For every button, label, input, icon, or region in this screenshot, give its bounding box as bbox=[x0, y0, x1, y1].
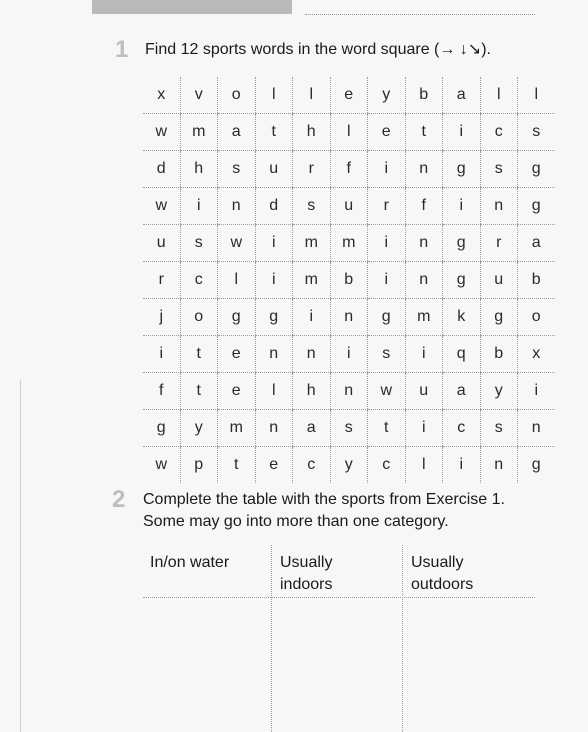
word-square-cell: e bbox=[368, 114, 406, 151]
word-square-cell: b bbox=[405, 77, 443, 114]
word-square-cell: m bbox=[293, 225, 331, 262]
word-square-cell: u bbox=[405, 373, 443, 410]
exercise-2-instruction-line2: Some may go into more than one category. bbox=[143, 513, 449, 530]
word-square-row bbox=[143, 225, 555, 262]
header-underline bbox=[143, 597, 535, 598]
word-square-cell: x bbox=[518, 336, 555, 373]
word-square-cell: f bbox=[143, 373, 180, 410]
word-square-cell: i bbox=[368, 262, 406, 299]
word-square-cell: c bbox=[180, 262, 218, 299]
category-table bbox=[143, 545, 535, 732]
word-square-cell: i bbox=[443, 188, 481, 225]
word-square-cell: g bbox=[443, 225, 481, 262]
word-square-cell: t bbox=[368, 410, 406, 447]
word-square-cell: n bbox=[255, 410, 293, 447]
margin-rule bbox=[20, 380, 21, 732]
word-square-cell: d bbox=[143, 151, 180, 188]
word-square-cell: g bbox=[255, 299, 293, 336]
word-square-cell: n bbox=[518, 410, 555, 447]
word-square-cell: g bbox=[518, 188, 555, 225]
word-square-cell: o bbox=[180, 299, 218, 336]
word-square-cell: v bbox=[180, 77, 218, 114]
word-square-cell: n bbox=[405, 262, 443, 299]
word-square-cell: w bbox=[155, 456, 168, 473]
word-square-cell: i bbox=[405, 410, 443, 447]
column-header-usually-outdoors-line1: Usually bbox=[411, 554, 464, 571]
word-square-cell: i bbox=[443, 447, 481, 484]
word-square-cell: o bbox=[218, 77, 256, 114]
word-square-cell: u bbox=[255, 151, 293, 188]
word-square-cell: s bbox=[218, 151, 256, 188]
word-square-cell: t bbox=[180, 373, 218, 410]
header-rule bbox=[305, 14, 535, 15]
word-square-cell: b bbox=[518, 262, 555, 299]
word-square-cell: i bbox=[143, 336, 180, 373]
word-square-cell: e bbox=[255, 447, 293, 484]
exercise-2-number: 2 bbox=[112, 486, 126, 513]
word-square-cell: a bbox=[293, 410, 331, 447]
word-square-cell: n bbox=[330, 299, 368, 336]
word-square-cell: n bbox=[405, 151, 443, 188]
word-square-cell: s bbox=[293, 188, 331, 225]
word-square-cell: s bbox=[480, 410, 518, 447]
word-square-cell: m bbox=[405, 299, 443, 336]
word-square-cell: n bbox=[480, 188, 518, 225]
word-square-cell: t bbox=[255, 114, 293, 151]
word-square-cell: g bbox=[518, 151, 555, 188]
word-square-cell: r bbox=[293, 151, 331, 188]
word-square-cell: a bbox=[218, 114, 256, 151]
word-square-cell: t bbox=[405, 114, 443, 151]
word-square-row bbox=[143, 447, 555, 484]
word-square-cell: n bbox=[255, 336, 293, 373]
word-square-cell: o bbox=[518, 299, 555, 336]
word-square-row bbox=[143, 114, 555, 151]
word-square-row bbox=[143, 188, 555, 225]
word-square-cell: n bbox=[218, 188, 256, 225]
word-square-cell: w bbox=[218, 225, 256, 262]
word-square-cell: c bbox=[480, 114, 518, 151]
word-square-row bbox=[143, 410, 555, 447]
word-square-cell: i bbox=[518, 373, 555, 410]
exercise-1-instruction: Find 12 sports words in the word square (→ ↓↘). bbox=[145, 41, 491, 58]
word-square-cell: r bbox=[368, 188, 406, 225]
exercise-1-number: 1 bbox=[115, 36, 129, 63]
word-square-cell: g bbox=[443, 262, 481, 299]
word-square-cell: l bbox=[480, 77, 518, 114]
word-square-cell: i bbox=[330, 336, 368, 373]
word-square-row bbox=[143, 373, 555, 410]
word-square-cell: w bbox=[143, 114, 180, 151]
word-square-cell: i bbox=[405, 336, 443, 373]
word-square-cell: m bbox=[293, 262, 331, 299]
word-square-cell: n bbox=[293, 336, 331, 373]
word-square-cell: g bbox=[218, 299, 256, 336]
word-square-cell: i bbox=[368, 151, 406, 188]
word-square-row bbox=[143, 336, 555, 373]
column-header-usually-indoors-line1: Usually bbox=[280, 554, 333, 571]
word-square-cell: e bbox=[218, 373, 256, 410]
word-square-cell: p bbox=[180, 447, 218, 484]
word-square-row bbox=[143, 151, 555, 188]
word-square-cell: r bbox=[143, 262, 180, 299]
word-square-cell: u bbox=[330, 188, 368, 225]
word-square-cell: j bbox=[143, 299, 180, 336]
column-divider bbox=[271, 545, 273, 732]
word-square-cell: n bbox=[330, 373, 368, 410]
word-square-cell: m bbox=[330, 225, 368, 262]
header-band bbox=[92, 0, 292, 14]
word-square-row bbox=[143, 262, 555, 299]
word-square-cell: l bbox=[518, 77, 555, 114]
word-square-cell: h bbox=[180, 151, 218, 188]
word-square-cell: y bbox=[330, 447, 368, 484]
word-square-cell: m bbox=[218, 410, 256, 447]
column-header-in-on-water: In/on water bbox=[150, 554, 230, 571]
word-square-cell: i bbox=[255, 262, 293, 299]
word-square-row bbox=[143, 299, 555, 336]
word-square-cell: g bbox=[143, 410, 180, 447]
word-square-cell: b bbox=[330, 262, 368, 299]
word-square-cell: b bbox=[480, 336, 518, 373]
word-square-cell: d bbox=[255, 188, 293, 225]
word-square-cell: s bbox=[330, 410, 368, 447]
word-square-cell: g bbox=[368, 299, 406, 336]
word-square-cell: y bbox=[368, 77, 406, 114]
word-square-cell: l bbox=[293, 77, 331, 114]
word-square-cell: a bbox=[518, 225, 555, 262]
word-square-cell: f bbox=[405, 188, 443, 225]
word-square-cell: t bbox=[180, 336, 218, 373]
column-header-usually-outdoors-line2: outdoors bbox=[411, 576, 474, 593]
column-header-usually-indoors-line2: indoors bbox=[280, 576, 333, 593]
word-square-cell: i bbox=[255, 225, 293, 262]
word-square-cell: e bbox=[218, 336, 256, 373]
word-square-cell: k bbox=[443, 299, 481, 336]
word-square-cell: y bbox=[180, 410, 218, 447]
word-square-cell: g bbox=[518, 447, 555, 484]
word-square-cell: f bbox=[330, 151, 368, 188]
word-square-cell: r bbox=[480, 225, 518, 262]
word-square-cell: l bbox=[218, 262, 256, 299]
word-square-cell: s bbox=[180, 225, 218, 262]
word-square-cell: l bbox=[330, 114, 368, 151]
word-square-cell: a bbox=[443, 373, 481, 410]
word-square-cell: h bbox=[293, 373, 331, 410]
word-square-cell: w bbox=[143, 188, 180, 225]
word-square-cell: n bbox=[480, 447, 518, 484]
word-square bbox=[143, 77, 555, 483]
word-square-cell: s bbox=[518, 114, 555, 151]
word-square-row bbox=[143, 77, 555, 114]
word-square-cell: i bbox=[443, 114, 481, 151]
word-square-cell: a bbox=[443, 77, 481, 114]
word-square-cell: h bbox=[293, 114, 331, 151]
word-square-cell: s bbox=[480, 151, 518, 188]
column-divider bbox=[402, 545, 404, 732]
word-square-cell: x bbox=[143, 77, 180, 114]
word-square-cell: l bbox=[255, 373, 293, 410]
word-square-cell: q bbox=[443, 336, 481, 373]
exercise-2-instruction-line1: Complete the table with the sports from Exercise 1. bbox=[143, 491, 505, 508]
word-square-cell: e bbox=[330, 77, 368, 114]
word-square-cell: g bbox=[480, 299, 518, 336]
word-square-cell: m bbox=[180, 114, 218, 151]
word-square-cell: l bbox=[255, 77, 293, 114]
word-square-cell: n bbox=[405, 225, 443, 262]
word-square-cell: y bbox=[480, 373, 518, 410]
word-square-cell: w bbox=[368, 373, 406, 410]
word-square-cell: s bbox=[368, 336, 406, 373]
word-square-cell: t bbox=[218, 447, 256, 484]
word-square-cell: u bbox=[480, 262, 518, 299]
word-square-cell: c bbox=[293, 447, 331, 484]
word-square-cell: i bbox=[368, 225, 406, 262]
word-square-cell: c bbox=[443, 410, 481, 447]
word-square-cell: i bbox=[180, 188, 218, 225]
word-square-cell: u bbox=[143, 225, 180, 262]
word-square-cell: g bbox=[443, 151, 481, 188]
word-square-cell: c bbox=[368, 447, 406, 484]
word-square-cell: i bbox=[293, 299, 331, 336]
word-square-cell: l bbox=[405, 447, 443, 484]
